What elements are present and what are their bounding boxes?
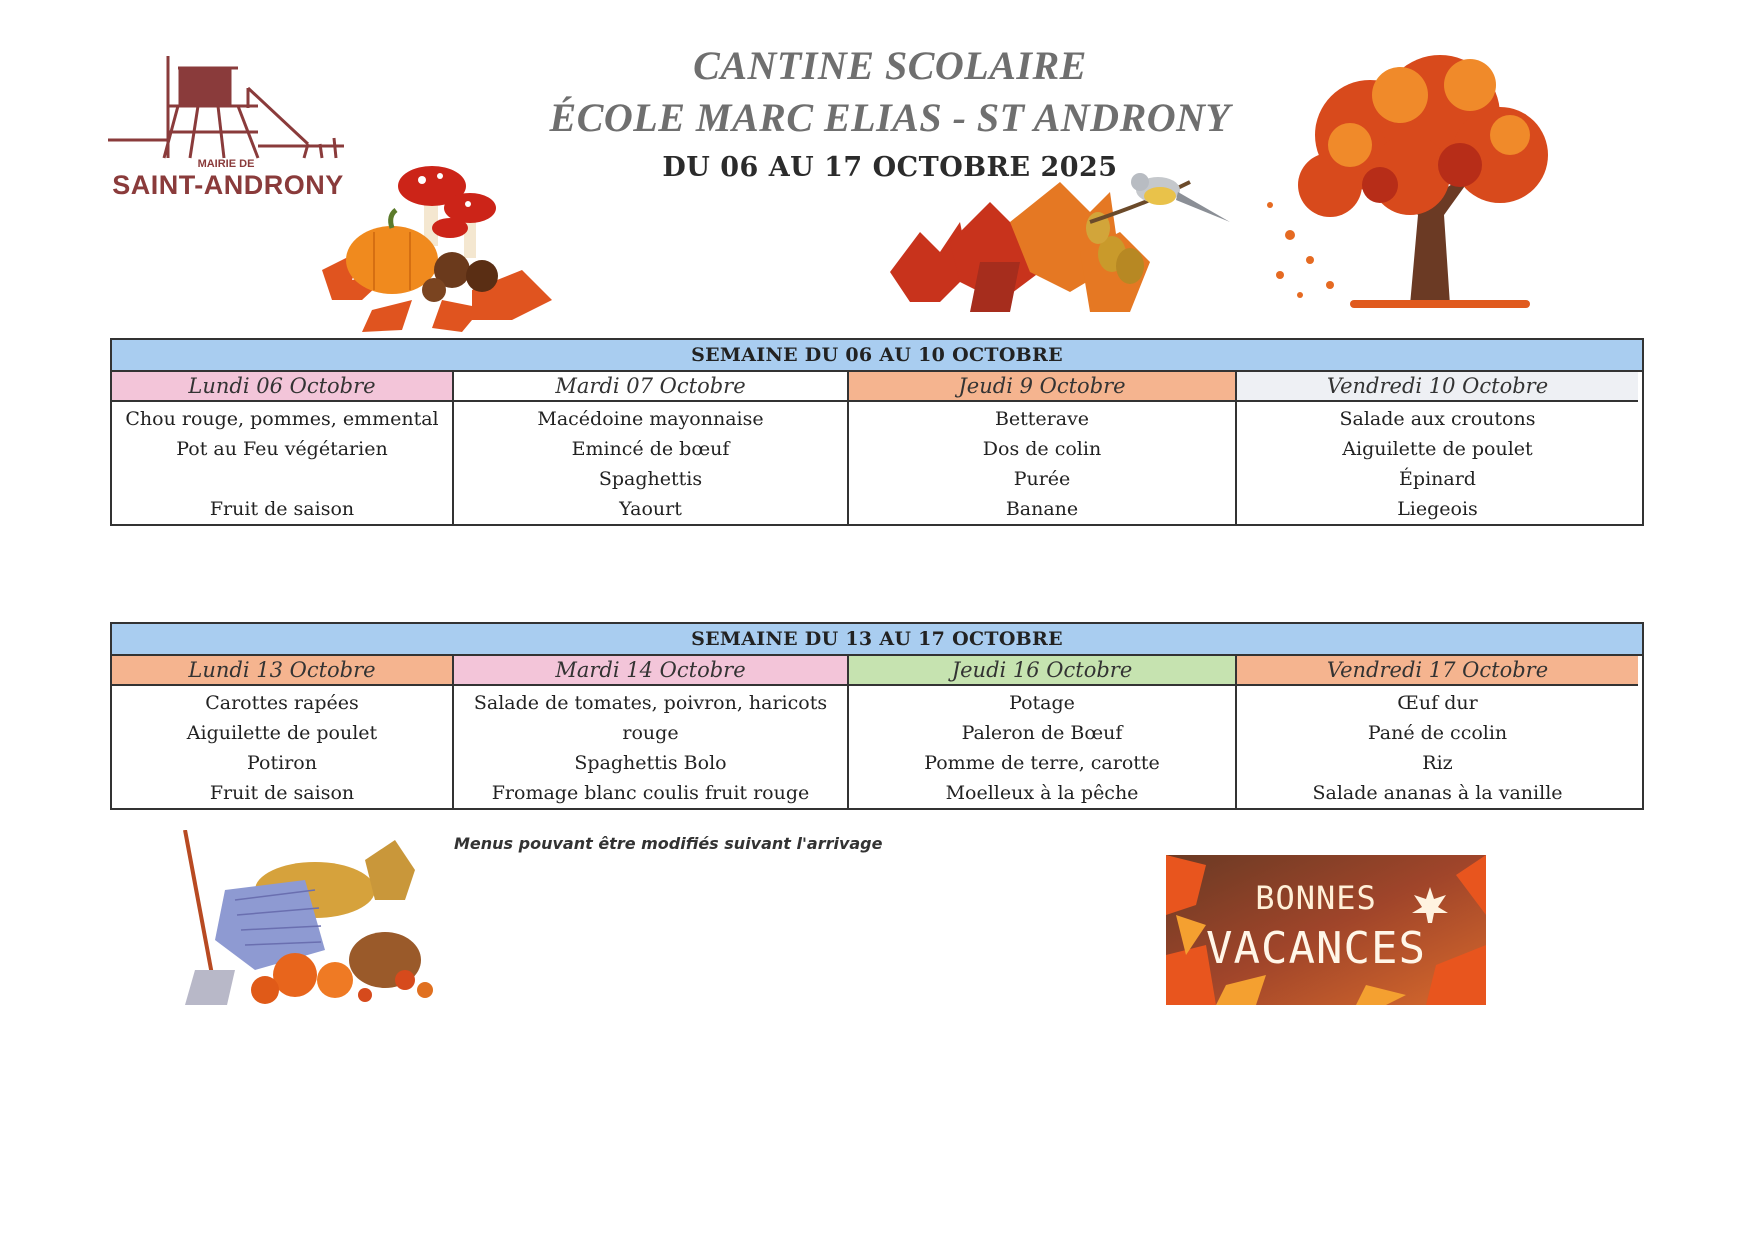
menu-item: Salade aux croutons <box>1339 408 1536 430</box>
day-header: Mardi 14 Octobre <box>454 656 847 686</box>
day-header: Vendredi 17 Octobre <box>1237 656 1638 686</box>
harvest-basket-icon <box>165 830 445 1010</box>
menu-item: Moelleux à la pêche <box>945 782 1139 804</box>
menu-item: Liegeois <box>1397 498 1478 520</box>
day-header: Mardi 07 Octobre <box>454 372 847 402</box>
day-column-mardi <box>454 372 849 524</box>
autumn-tree-icon <box>1260 45 1570 315</box>
menu-item: Œuf dur <box>1397 692 1478 714</box>
logo-name: SAINT-ANDRONY <box>112 170 344 200</box>
week-title: SEMAINE DU 06 AU 10 OCTOBRE <box>112 340 1642 372</box>
day-column-vendredi <box>1237 656 1638 808</box>
menu-item: Potage <box>1009 692 1075 714</box>
menu-item: Épinard <box>1399 468 1476 490</box>
menu-item: Spaghettis Bolo <box>574 752 727 774</box>
week-table-1 <box>110 338 1644 526</box>
day-column-lundi <box>112 372 454 524</box>
week-days <box>112 656 1642 808</box>
card-line2: VACANCES <box>1206 923 1426 974</box>
menu-item: Salade de tomates, poivron, haricots rouge <box>473 692 828 744</box>
week-table-2 <box>110 622 1644 810</box>
fishing-hut-icon <box>108 48 348 168</box>
maple-leaf-icon <box>1410 885 1450 925</box>
menu-item: Salade ananas à la vanille <box>1312 782 1563 804</box>
menu-item: Aiguilette de poulet <box>186 722 378 744</box>
menu-item: Carottes rapées <box>205 692 359 714</box>
card-line1: BONNES <box>1255 879 1377 917</box>
menu-item: Pomme de terre, carotte <box>924 752 1160 774</box>
day-column-jeudi <box>849 656 1237 808</box>
menu-item: Fruit de saison <box>209 782 355 804</box>
logo-mairie-label: MAIRIE DE <box>197 158 255 170</box>
week-title: SEMAINE DU 13 AU 17 OCTOBRE <box>112 624 1642 656</box>
bonnes-vacances-card <box>1166 855 1486 1005</box>
menu-item <box>112 464 452 494</box>
logo-saint-androny <box>108 48 348 208</box>
day-header: Lundi 06 Octobre <box>112 372 452 402</box>
day-header: Lundi 13 Octobre <box>112 656 452 686</box>
page-title-line2: ÉCOLE MARC ELIAS - ST ANDRONY <box>549 95 1231 140</box>
week-days <box>112 372 1642 524</box>
day-column-lundi <box>112 656 454 808</box>
page-title-line1: CANTINE SCOLAIRE <box>693 43 1087 88</box>
autumn-leaves-bird-icon <box>890 162 1240 322</box>
menu-item: Purée <box>1013 468 1071 490</box>
menu-item: Banane <box>1005 498 1079 520</box>
day-column-vendredi <box>1237 372 1638 524</box>
menu-item: Paleron de Bœuf <box>961 722 1123 744</box>
menu-item: Fromage blanc coulis fruit rouge <box>491 782 810 804</box>
menu-item: Yaourt <box>619 498 682 520</box>
day-header: Jeudi 9 Octobre <box>849 372 1235 402</box>
menu-item: Riz <box>1422 752 1453 774</box>
day-header: Jeudi 16 Octobre <box>849 656 1235 686</box>
day-header: Vendredi 10 Octobre <box>1237 372 1638 402</box>
menu-item: Macédoine mayonnaise <box>537 408 764 430</box>
menu-item: Spaghettis <box>598 468 703 490</box>
menu-item: Dos de colin <box>982 438 1102 460</box>
menu-item: Pané de ccolin <box>1367 722 1508 744</box>
menu-item: Emincé de bœuf <box>571 438 730 460</box>
page-subtitle: DU 06 AU 17 OCTOBRE 2025 <box>662 152 1118 183</box>
menu-item: Betterave <box>994 408 1090 430</box>
menu-item: Pot au Feu végétarien <box>176 438 388 460</box>
day-column-jeudi <box>849 372 1237 524</box>
menu-item: Chou rouge, pommes, emmental <box>125 408 439 430</box>
menu-item: Aiguilette de poulet <box>1342 438 1533 460</box>
menu-item: Fruit de saison <box>209 498 355 520</box>
menu-note: Menus pouvant être modifiés suivant l'arrivage <box>454 834 883 853</box>
mushroom-pumpkin-icon <box>322 160 552 335</box>
menu-item: Potiron <box>247 752 317 774</box>
day-column-mardi <box>454 656 849 808</box>
